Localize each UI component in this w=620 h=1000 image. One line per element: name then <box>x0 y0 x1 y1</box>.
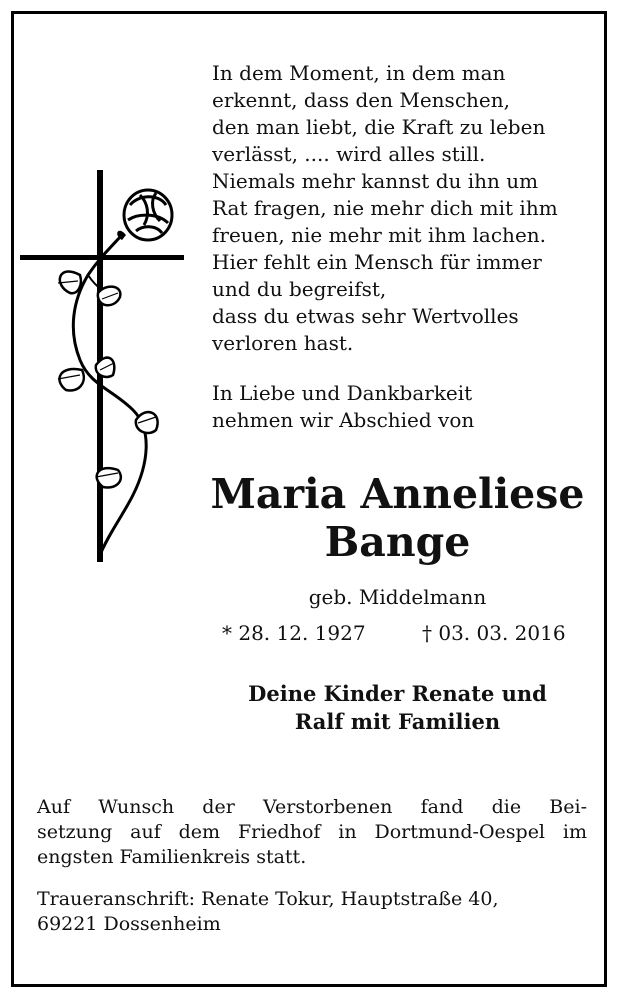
poem <box>212 60 592 357</box>
mourners <box>200 680 595 736</box>
burial-notice <box>37 795 587 870</box>
poem-line: den man liebt, die Kraft zu leben <box>212 115 546 139</box>
birth-date: * 28. 12. 1927 <box>222 621 366 645</box>
notice-line-3: engsten Familienkreis statt. <box>37 846 307 868</box>
poem-line: dass du etwas sehr Wertvolles <box>212 304 519 328</box>
poem-line: erkennt, dass den Menschen, <box>212 88 510 112</box>
deceased-name-line-1: Maria Anneliese <box>210 470 585 518</box>
poem-line: freuen, nie mehr mit ihm lachen. <box>212 223 547 247</box>
maiden-name: geb. Middelmann <box>308 585 487 609</box>
farewell-text <box>212 380 592 434</box>
poem-line: In dem Moment, in dem man <box>212 61 506 85</box>
poem-line: Hier fehlt ein Mensch für immer <box>212 250 542 274</box>
mourners-line-1: Deine Kinder Renate und <box>248 681 547 706</box>
poem-line: Niemals mehr kannst du ihn um <box>212 169 539 193</box>
notice-line-2: setzung auf dem Friedhof in Dortmund-Oespel im <box>37 821 587 843</box>
farewell-line-1: In Liebe und Dankbarkeit <box>212 381 473 405</box>
poem-line: und du begreifst, <box>212 277 387 301</box>
poem-line: Rat fragen, nie mehr dich mit ihm <box>212 196 558 220</box>
cross-with-rose-icon <box>18 165 188 565</box>
poem-line: verlässt, .... wird alles still. <box>212 142 486 166</box>
farewell-line-2: nehmen wir Abschied von <box>212 408 475 432</box>
mourning-address <box>37 887 587 937</box>
mourners-line-2: Ralf mit Familien <box>294 709 501 734</box>
death-date: † 03. 03. 2016 <box>422 621 566 645</box>
deceased-name-line-2: Bange <box>324 518 471 566</box>
notice-line-1: Auf Wunsch der Verstorbenen fand die Bei- <box>37 796 587 818</box>
deceased-name <box>200 470 595 566</box>
poem-line: verloren hast. <box>212 331 354 355</box>
address-line-2: 69221 Dossenheim <box>37 913 221 935</box>
address-line-1: Traueranschrift: Renate Tokur, Hauptstraße 40, <box>37 888 499 910</box>
